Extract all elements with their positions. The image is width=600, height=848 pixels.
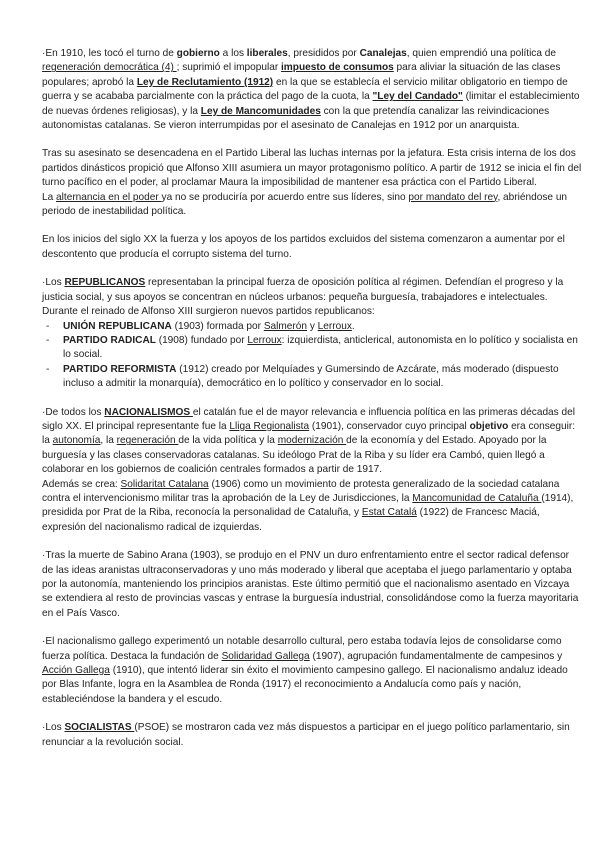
- term-ley-reclutamiento: Ley de Reclutamiento (1912): [136, 76, 274, 88]
- term-impuesto-consumos: impuesto de consumos: [281, 62, 394, 74]
- term-lliga-regionalista: Lliga Regionalista: [229, 420, 310, 432]
- term-estat-catala: Estat Catalá: [361, 507, 417, 519]
- party-name: UNIÓN REPUBLICANA: [63, 320, 172, 332]
- paragraph-liberales: ·En 1910, les tocó el turno de gobierno a los liberales, presididos por Canalejas, quien emprendió una política de regeneración democrática (4) ; suprimió el impopular impuesto de consumos para aliviar la situación de las clases populares; aprobó la Ley de Reclutamiento (1912) en la que se establecía el servicio militar obligatorio en tiempo de guerra y se acababa parcialmente con la práctica del pago de la cuota, la "Ley del Candado" (limitar el establecimiento de nuevas órdenes religiosas), y la Ley de Mancomunidades con la que pretendía canalizar las reivindicaciones autonomistas catalanas. Se vieron interrumpidas por el asesinato de Canalejas en 1912 por un anarquista.: [42, 48, 580, 132]
- term-solidaritat-catalana: Solidaritat Catalana: [120, 478, 209, 490]
- term-accion-gallega: Acción Gallega: [42, 665, 110, 677]
- keyword-nacionalismos: NACIONALISMOS: [104, 406, 193, 418]
- term-mancomunidad-cataluna: Mancomunidad de Cataluña: [412, 492, 542, 504]
- keyword-gobierno: gobierno: [176, 48, 220, 59]
- keyword-canalejas: Canalejas: [359, 48, 407, 59]
- paragraph-republicanos: ·Los REPUBLICANOS representaban la principal fuerza de oposición política al régimen. Defendían el progreso y la justicia social, y sus apoyos se concentran en núcleos urbanos: pequeña burguesía, trabajadores e intelectuales. Durante el reinado de Alfonso XIII surgieron nuevos partidos republicanos:: [42, 277, 564, 318]
- republicanos-intro: Durante el reinado de Alfonso XIII surgieron nuevos partidos republicanos:: [42, 306, 375, 318]
- paragraph-socialistas: ·Los SOCIALISTAS (PSOE) se mostraron cada vez más dispuestos a participar en el juego político parlamentario, sin renunciar a la revolución social.: [42, 722, 570, 748]
- term-alternancia-poder: alternancia en el poder: [56, 191, 162, 203]
- paragraph-nacionalismo-gallego-andaluz: ·El nacionalismo gallego experimentó un notable desarrollo cultural, pero estaba todavía lejos de consolidarse como fuerza política. Destaca la fundación de Solidaridad Gallega (1907), agrupación fundamentalmente de campesinos y Acción Gallega (1910), que intentó liderar sin éxito el movimiento campesino gallego. El nacionalismo andaluz ideado por Blas Infante, logra en la Asamblea de Ronda (1917) el reconocimiento a Andalucía como país y nación, estableciéndose la bandera y el escudo.: [42, 636, 568, 705]
- republican-parties-list: [42, 320, 582, 392]
- party-name: PARTIDO REFORMISTA: [63, 363, 177, 375]
- keyword-liberales: liberales: [246, 48, 288, 59]
- keyword-objetivo: objetivo: [469, 420, 509, 432]
- keyword-socialistas: SOCIALISTAS: [64, 722, 135, 734]
- keyword-republicanos: REPUBLICANOS: [64, 277, 146, 289]
- list-item: - PARTIDO REFORMISTA (1912) creado por Melquíades y Gumersindo de Azcárate, más moderado (dispuesto incluso a admitir la monarquía), democrático en lo político y conservador en lo social.: [42, 363, 582, 392]
- list-item: - PARTIDO RADICAL (1908) fundado por Lerroux: izquierdista, anticlerical, autonomista en lo político y socialista en lo social.: [42, 334, 582, 363]
- term-solidaridad-gallega: Solidaridad Gallega: [221, 650, 310, 662]
- paragraph-nacionalismo-vasco: ·Tras la muerte de Sabino Arana (1903), se produjo en el PNV un duro enfrentamiento entre el sector radical defensor de las ideas aranistas ultraconservadoras y uno más moderado y liberal que aceptaba el juego parlamentario y optaba por la autonomía, manteniendo los principios aranistas. Este último permitió que el nacionalismo asentado en Vizcaya se extendiera al resto de provincias vascas y entrase la burguesía industrial, consolidándose como la fuerza mayoritaria en el País Vasco.: [42, 550, 579, 619]
- party-name: PARTIDO RADICAL: [63, 334, 156, 346]
- paragraph-nacionalismo-catalan: ·De todos los NACIONALISMOS el catalán fue el de mayor relevancia e influencia política en las primeras décadas del siglo XX. El principal representante fue la Lliga Regionalista (1901), conservador cuyo principal objetivo era conseguir: la autonomía, la regeneración de la vida política y la modernización de la economía y del Estado. Apoyado por la burguesía y las clases conservadoras catalanas. Su ideólogo Prat de la Riba y su líder era Cambó, quien llegó a colaborar en los gobiernos de coalición centrales formados a partir de 1917. Además se crea: Solidaritat Catalana (1906) como un movimiento de protesta generalizado de la sociedad catalana contra el intervencionismo militar tras la aprobación de la Ley de Jurisdicciones, la Mancomunidad de Cataluña (1914), presidida por Prat de la Riba, reconocía la personalidad de Cataluña, y Estat Catalá (1922) de Francesc Maciá, expresión del nacionalismo radical de izquierdas.: [42, 406, 576, 533]
- term-mandato-rey: por mandato del rey: [408, 191, 498, 203]
- term-ley-candado: "Ley del Candado": [372, 91, 463, 103]
- list-item: - UNIÓN REPUBLICANA (1903) formada por Salmerón y Lerroux.: [42, 320, 582, 334]
- term-ley-mancomunidades: Ley de Mancomunidades: [200, 105, 321, 117]
- paragraph-partidos-excluidos: En los inicios del siglo XX la fuerza y los apoyos de los partidos excluidos del sistema comenzaron a aumentar por el descontento que producía el corrupto sistema del turno.: [42, 234, 565, 260]
- paragraph-crisis-liberal: Tras su asesinato se desencadena en el Partido Liberal las luchas internas por la jefatura. Esta crisis interna de los dos partidos dinásticos propició que Alfonso XIII asumiera un mayor protagonismo político. A partir de 1912 se inicia el fin del turno pacífico en el poder, al proclamar Maura la imposibilidad de mantener esa práctica con el Partido Liberal. La alternancia en el poder ya no se produciría por acuerdo entre sus líderes, sino por mandato del rey, abriéndose un periodo de inestabilidad política.: [42, 148, 582, 218]
- term-regeneracion-democratica: regeneración democrática (4): [42, 62, 177, 74]
